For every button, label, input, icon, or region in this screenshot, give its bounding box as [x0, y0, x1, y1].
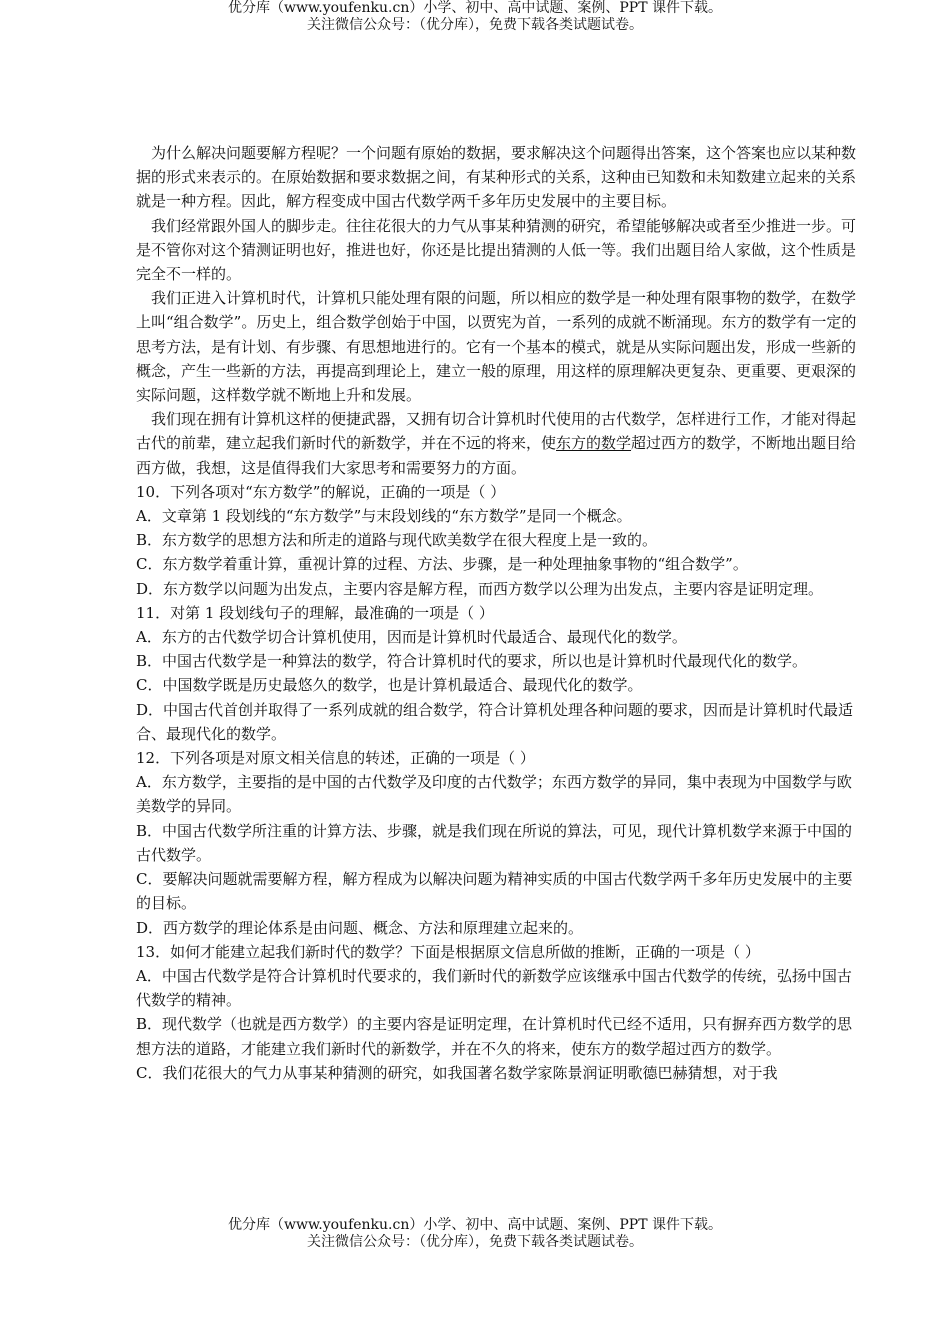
question-13-option-a: A．中国古代数学是符合计算机时代要求的，我们新时代的新数学应该继承中国古代数学的传统，弘扬中国古代数学的精神。 — [136, 966, 852, 1010]
question-10-option-b: B．东方数学的思想方法和所走的道路与现代欧美数学在很大程度上是一致的。 — [136, 531, 658, 550]
question-13-stem: 13．如何才能建立起我们新时代的数学？下面是根据原文信息所做的推断，正确的一项是（ ） — [136, 942, 760, 961]
question-10-option-d: D．东方数学以问题为出发点，主要内容是解方程，而西方数学以公理为出发点，主要内容是证明定理。 — [136, 579, 824, 598]
paragraph-4-text-b: 超过西方的数学，不断地出题目给西方做，我想，这是值得我们大家思考和需要努力的方面。 — [136, 434, 857, 477]
paragraph-4-text-a: 我们现在拥有计算机这样的便捷武器，又拥有切合计算机时代使用的古代数学，怎样进行工作，才能对得起古代的前辈，建立起我们新时代的新数学，并在不远的将来，使 — [136, 410, 857, 453]
passage-paragraph-2: 我们经常跟外国人的脚步走。往往花很大的力气从事某种猜测的研究，希望能够解决或者至少推进一步。可是不管你对这个猜测证明也好，推进也好，你还是比提出猜测的人低一等。我们出题目给人家做，这个性质是完全不一样的。 — [136, 216, 857, 284]
passage-paragraph-1: 为什么解决问题要解方程呢？一个问题有原始的数据，要求解决这个问题得出答案，这个答案也应以某种数据的形式来表示的。在原始数据和要求数据之间，有某种形式的关系，这种由已知数和未知数建立起来的关系就是一种方程。因此，解方程变成中国古代数学两千多年历史发展中的主要目标。 — [136, 144, 857, 211]
header-line-2: 关注微信公众号：（优分库），免费下载各类试题试卷。 — [307, 17, 643, 33]
footer-line-2: 关注微信公众号：（优分库），免费下载各类试题试卷。 — [307, 1234, 643, 1250]
question-11-option-c: C．中国数学既是历史最悠久的数学，也是计算机最适合、最现代化的数学。 — [136, 676, 643, 695]
question-10-option-a: A．文章第 1 段划线的“东方数学”与末段划线的“东方数学”是同一个概念。 — [136, 507, 632, 526]
question-11-option-a: A．东方的古代数学切合计算机使用，因而是计算机时代最适合、最现代化的数学。 — [136, 628, 687, 647]
question-11-option-d: D．中国古代首创并取得了一系列成就的组合数学，符合计算机处理各种问题的要求，因而是计算机时代最适合、最现代化的数学。 — [136, 700, 854, 743]
footer-line-1: 优分库（www.youfenku.cn）小学、初中、高中试题、案例、PPT 课件下载。 — [227, 1217, 722, 1233]
question-12-option-b: B．中国古代数学所注重的计算方法、步骤，就是我们现在所说的算法，可见，现代计算机数学来源于中国的古代数学。 — [136, 821, 853, 864]
question-12-stem: 12．下列各项是对原文相关信息的转述，正确的一项是（ ） — [136, 749, 535, 768]
question-13-option-c: C．我们花很大的气力从事某种猜测的研究，如我国著名数学家陈景润证明歌德巴赫猜想，对于我 — [136, 1063, 778, 1082]
question-13-option-b: B．现代数学（也就是西方数学）的主要内容是证明定理，在计算机时代已经不适用，只有摒弃西方数学的思想方法的道路，才能建立我们新时代的新数学，并在不久的将来，使东方的数学超过西方的数学。 — [136, 1015, 853, 1058]
question-12-option-d: D．西方数学的理论体系是由问题、概念、方法和原理建立起来的。 — [136, 918, 584, 937]
header-line-1: 优分库（www.youfenku.cn）小学、初中、高中试题、案例、PPT 课件下载。 — [227, 0, 722, 16]
question-10-option-c: C．东方数学着重计算，重视计算的过程、方法、步骤，是一种处理抽象事物的“组合数学”。 — [136, 555, 748, 574]
underlined-phrase: 东方的数学 — [556, 434, 632, 453]
question-11-option-b: B．中国古代数学是一种算法的数学，符合计算机时代的要求，所以也是计算机时代最现代化的数学。 — [136, 652, 808, 671]
page-footer — [0, 1217, 950, 1251]
question-12-option-c: C．要解决问题就需要解方程，解方程成为以解决问题为精神实质的中国古代数学两千多年历史发展中的主要的目标。 — [136, 870, 853, 913]
question-10-stem: 10．下列各项对“东方数学”的解说，正确的一项是（ ） — [136, 482, 506, 501]
page-header — [0, 0, 950, 34]
document-body — [136, 141, 866, 1085]
passage-paragraph-3: 我们正进入计算机时代，计算机只能处理有限的问题，所以相应的数学是一种处理有限事物的数学，在数学上叫“组合数学”。历史上，组合数学创始于中国，以贾宪为首，一系列的成就不断涌现。东方的数学有一定的思考方法，是有计划、有步骤、有思想地进行的。它有一个基本的模式，就是从实际问题出发，形成一些新的概念，产生一些新的方法，再提高到理论上，建立一般的原理，用这样的原理解决更复杂、更重要、更艰深的实际问题，这样数学就不断地上升和发展。 — [136, 289, 857, 405]
question-11-stem: 11．对第 1 段划线句子的理解，最准确的一项是（ ） — [136, 603, 494, 622]
question-12-option-a: A．东方数学，主要指的是中国的古代数学及印度的古代数学；东西方数学的异同，集中表现为中国数学与欧美数学的异同。 — [136, 773, 852, 816]
passage-paragraph-4 — [136, 407, 866, 480]
